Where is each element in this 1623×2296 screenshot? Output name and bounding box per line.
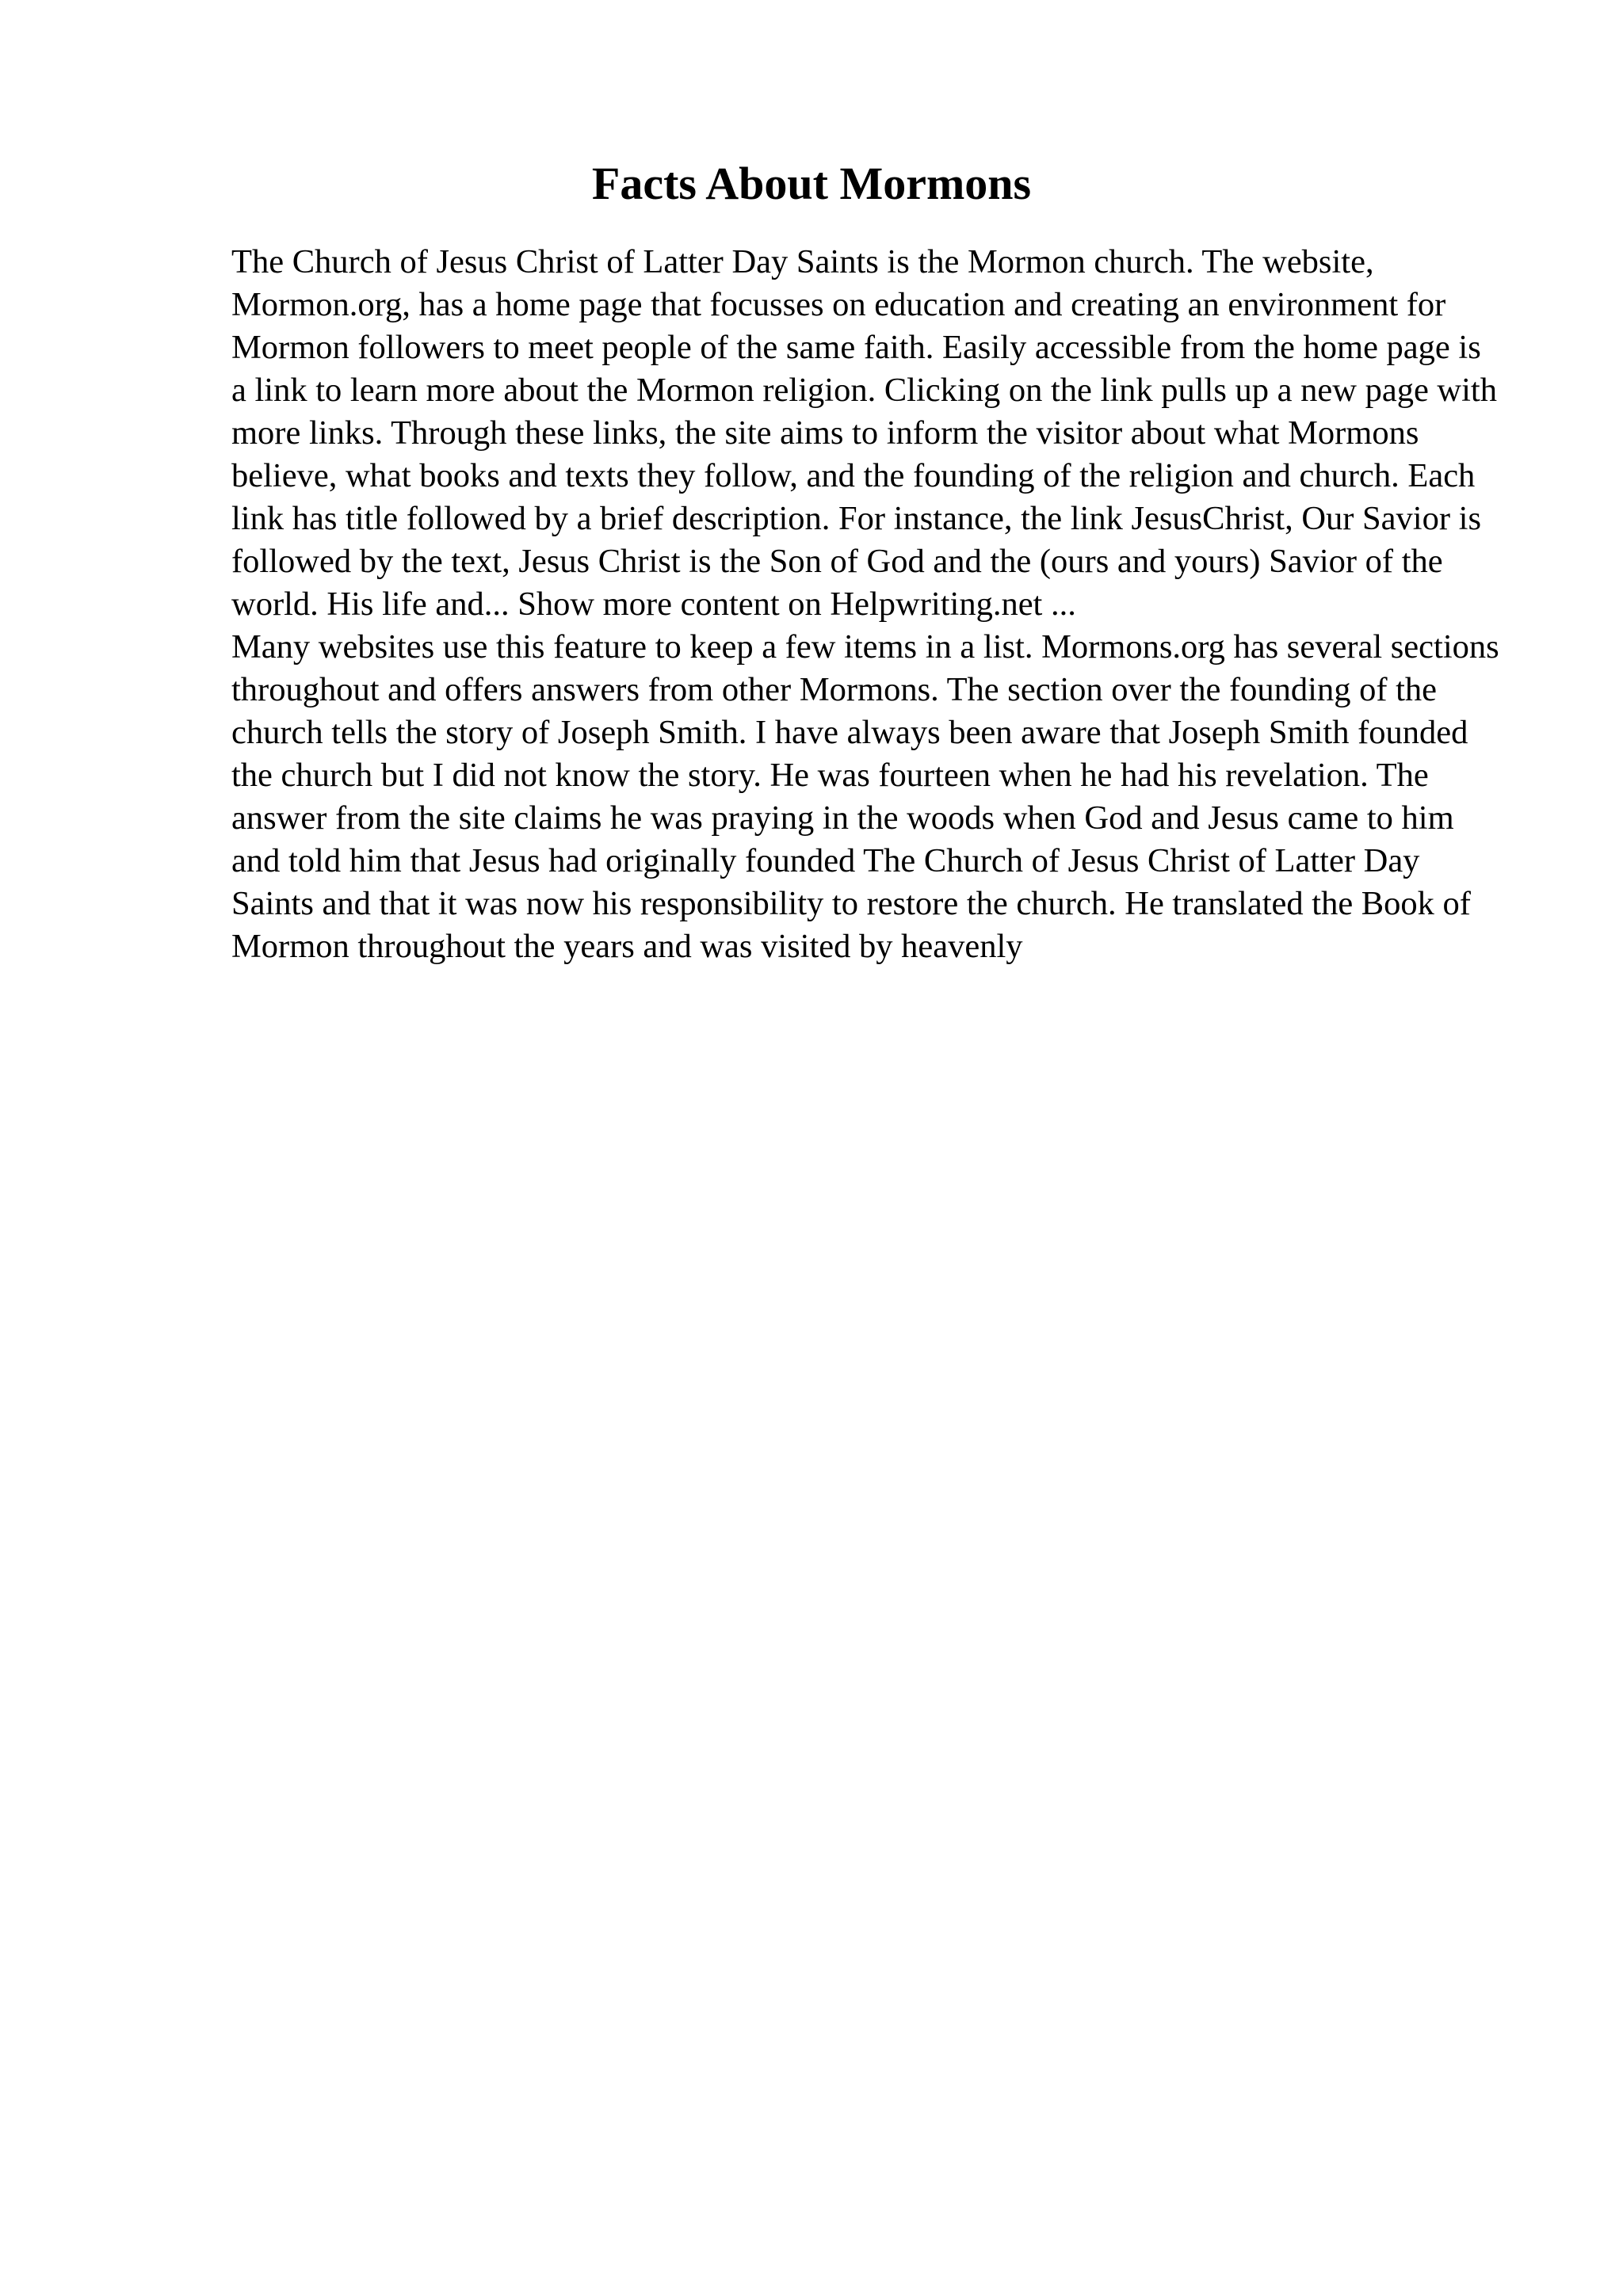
paragraph: The Church of Jesus Christ of Latter Day Saints is the Mormon church. The website, Mormon.org, has a home page that focusses on education and creating an environment for Mormon followers to meet people of the same faith. Easily accessible from the home page is a link to learn more about the Mormon religion. Clicking on the link pulls up a new page with more links. Through these links, the site aims to inform the visitor about what Mormons believe, what books and texts they follow, and the founding of the religion and church. Each link has title followed by a brief description. For instance, the link JesusChrist, Our Savior is followed by the text, Jesus Christ is the Son of God and the (ours and yours) Savior of the world. His life and... Show more content on Helpwriting.net ... [231,243,1497,623]
paragraph: Many websites use this feature to keep a few items in a list. Mormons.org has several sections throughout and offers answers from other Mormons. The section over the founding of the church tells the story of Joseph Smith. I have always been aware that Joseph Smith founded the church but I did not know the story. He was fourteen when he had his revelation. The answer from the site claims he was praying in the woods when God and Jesus came to him and told him that Jesus had originally founded The Church of Jesus Christ of Latter Day Saints and that it was now his responsibility to restore the church. He translated the Book of Mormon throughout the years and was visited by heavenly [231,628,1499,965]
document-title: Facts About Mormons [591,158,1032,209]
document-body [231,241,1499,968]
